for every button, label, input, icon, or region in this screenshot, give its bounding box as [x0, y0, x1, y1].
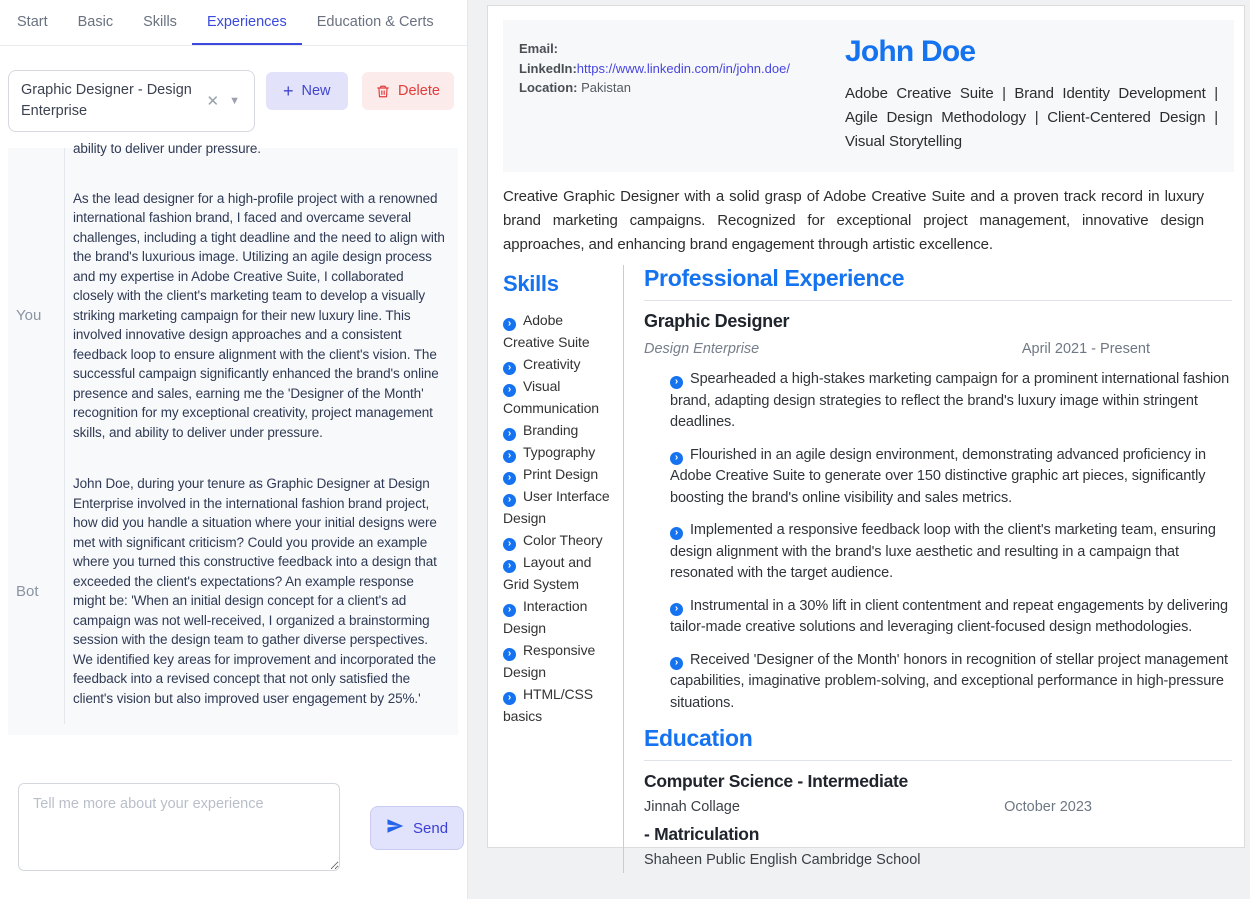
arrow-bullet-icon [503, 428, 516, 441]
delete-experience-button[interactable] [362, 72, 454, 110]
email-label: Email: [519, 41, 559, 56]
plus-icon: + [283, 81, 294, 101]
tab-education-certs[interactable]: Education & Certs [316, 13, 434, 30]
education-school: Shaheen Public English Cambridge School [644, 852, 921, 868]
tab-bar [0, 0, 467, 46]
paper-plane-icon [386, 817, 404, 839]
chat-author-label [8, 148, 64, 173]
linkedin-link[interactable]: https://www.linkedin.com/in/john.doe/ [576, 60, 790, 76]
contact-email-row [519, 39, 819, 59]
chat-history[interactable] [8, 141, 458, 735]
skill-item: ›Print Design [503, 463, 617, 485]
name-block [845, 35, 1218, 154]
experience-select[interactable] [8, 70, 255, 132]
chat-message-text: John Doe, during your tenure as Graphic Designer at Design Enterprise involved in the international fashion brand project, how did you handle a situation where your initial designs were met with significant criticism? Could you provide an example where you turned this constructive feedback into a design that exceeded the client's expectations? An example response might be: 'When an initial design concept for a client's ad campaign was not well-received, I organized a brainstorming session with the design team to gather diverse perspectives. We identified key areas for improvement and incorporated the feedback into a revised concept that not only satisfied the client's vision but also improved user engagement by 25%.' [64, 458, 458, 724]
send-button[interactable] [370, 806, 464, 850]
experience-section-heading: Professional Experience [644, 265, 1232, 301]
professional-summary: Creative Graphic Designer with a solid grasp of Adobe Creative Suite and a proven track record in luxury brand marketing campaigns. Recognized for exceptional project management, innovative design approaches, and enhancing brand engagement through artistic excellence. [503, 188, 1204, 253]
experience-select-value: Graphic Designer - Design Enterprise [21, 82, 192, 119]
chat-message-bot [8, 458, 458, 724]
skill-item: ›Interaction Design [503, 595, 617, 639]
education-degree: - Matriculation [644, 824, 760, 844]
candidate-name: John Doe [845, 35, 976, 68]
job-dates: April 2021 - Present [1021, 341, 1150, 357]
skill-item: ›Typography [503, 441, 617, 463]
contact-linkedin-row [519, 59, 819, 79]
new-experience-button[interactable] [266, 72, 348, 110]
education-school: Jinnah Collage [644, 799, 740, 815]
chat-input[interactable] [18, 783, 340, 871]
arrow-bullet-icon [670, 657, 683, 670]
skill-item: ›Responsive Design [503, 639, 617, 683]
education-meta [644, 852, 1232, 868]
education-degree: Computer Science - Intermediate [644, 771, 908, 791]
linkedin-label: LinkedIn: [519, 60, 577, 76]
education-section [644, 725, 1232, 868]
arrow-bullet-icon [503, 604, 516, 617]
arrow-bullet-icon [503, 384, 516, 397]
skill-item: ›Adobe Creative Suite [503, 309, 617, 353]
chat-author-label: You [16, 306, 42, 324]
education-section-heading: Education [644, 725, 1232, 761]
arrow-bullet-icon [670, 376, 683, 389]
arrow-bullet-icon [503, 692, 516, 705]
arrow-bullet-icon [503, 450, 516, 463]
chat-message-truncated [8, 141, 458, 173]
arrow-bullet-icon [503, 362, 516, 375]
chat-message-text: As the lead designer for a high-profile project with a renowned international fashion brand, I faced and overcame several challenges, including a tight deadline and the need to align with the brand's luxurious image. Utilizing an agile design process and my expertise in Adobe Creative Suite, I collaborated closely with the client's marketing team to develop a visually striking marketing campaign for their new luxury line. This involved innovative design approaches and a consistent feedback loop to ensure alignment with the client's vision. The successful campaign significantly enhanced the brand's online presence and sales, earning me the 'Designer of the Month' recognition for my exceptional creativity, project management skills, and ability to deliver under pressure. [64, 173, 458, 459]
chevron-down-icon[interactable]: ▼ [229, 95, 240, 107]
skill-item: ›Color Theory [503, 529, 617, 551]
job-meta [644, 341, 1232, 357]
arrow-bullet-icon [670, 452, 683, 465]
editor-panel [0, 0, 468, 899]
chat-author-label: Bot [16, 582, 39, 600]
chat-message-user [8, 173, 458, 459]
location-label: Location: [519, 80, 578, 95]
contact-info [519, 35, 819, 154]
skills-heading: Skills [503, 271, 559, 296]
tab-skills[interactable]: Skills [143, 13, 177, 30]
education-meta [644, 799, 1232, 815]
new-button-label: New [301, 83, 331, 99]
arrow-bullet-icon [503, 472, 516, 485]
experience-bullet: ›Received 'Designer of the Month' honors in recognition of stellar project management capabilities, imaginative problem-solving, and exceptional performance in high-pressure situations. [670, 650, 1232, 715]
resume-preview-panel [468, 0, 1250, 899]
skills-tagline: Adobe Creative Suite | Brand Identity Development | Agile Design Methodology | Client-Centered Design | Visual Storytelling [845, 85, 1218, 150]
location-value: Pakistan [581, 80, 631, 95]
tab-basic[interactable]: Basic [77, 13, 114, 30]
skills-sidebar [503, 265, 623, 873]
skill-item: ›Visual Communication [503, 375, 617, 419]
arrow-bullet-icon [503, 538, 516, 551]
arrow-bullet-icon [503, 494, 516, 507]
resume-body [503, 265, 1234, 873]
contact-location-row [519, 78, 819, 98]
skill-item: ›HTML/CSS basics [503, 683, 617, 727]
skill-item: ›Creativity [503, 353, 617, 375]
arrow-bullet-icon [670, 603, 683, 616]
arrow-bullet-icon [670, 527, 683, 540]
skill-item: ›Layout and Grid System [503, 551, 617, 595]
chat-message-text: ability to deliver under pressure. [64, 148, 458, 173]
experience-bullet: ›Instrumental in a 30% lift in client contentment and repeat engagements by delivering tailor-made creative solutions and leveraging client-focused design methodologies. [670, 596, 1232, 639]
trash-icon [376, 84, 390, 99]
experience-bullet: ›Implemented a responsive feedback loop with the client's marketing team, ensuring design alignment with the brand's luxe aesthetic and resulting in a campaign that resonated with the target audience. [670, 520, 1232, 585]
tab-start[interactable]: Start [17, 13, 48, 30]
experience-bullet: ›Flourished in an agile design environment, demonstrating advanced proficiency in Adobe Creative Suite to generate over 150 distinctive graphic art pieces, significantly boosting the brand's online visibility and sales metrics. [670, 445, 1232, 510]
arrow-bullet-icon [503, 560, 516, 573]
company-name: Design Enterprise [644, 341, 760, 357]
delete-button-label: Delete [398, 83, 440, 99]
arrow-bullet-icon [503, 648, 516, 661]
experience-bullet: ›Spearheaded a high-stakes marketing campaign for a prominent international fashion brand, adapting design strategies to reflect the brand's luxury image within stringent deadlines. [670, 369, 1232, 434]
job-title: Graphic Designer [644, 311, 790, 331]
send-button-label: Send [413, 819, 449, 837]
resume-main-column [623, 265, 1234, 873]
resume-header [503, 20, 1234, 172]
clear-selection-icon[interactable]: ✕ [206, 93, 220, 110]
resume-document [487, 5, 1245, 868]
tab-experiences[interactable]: Experiences [192, 0, 302, 45]
education-date: October 2023 [1004, 799, 1092, 815]
skill-item: ›User Interface Design [503, 485, 617, 529]
arrow-bullet-icon [503, 318, 516, 331]
skill-item: ›Branding [503, 419, 617, 441]
